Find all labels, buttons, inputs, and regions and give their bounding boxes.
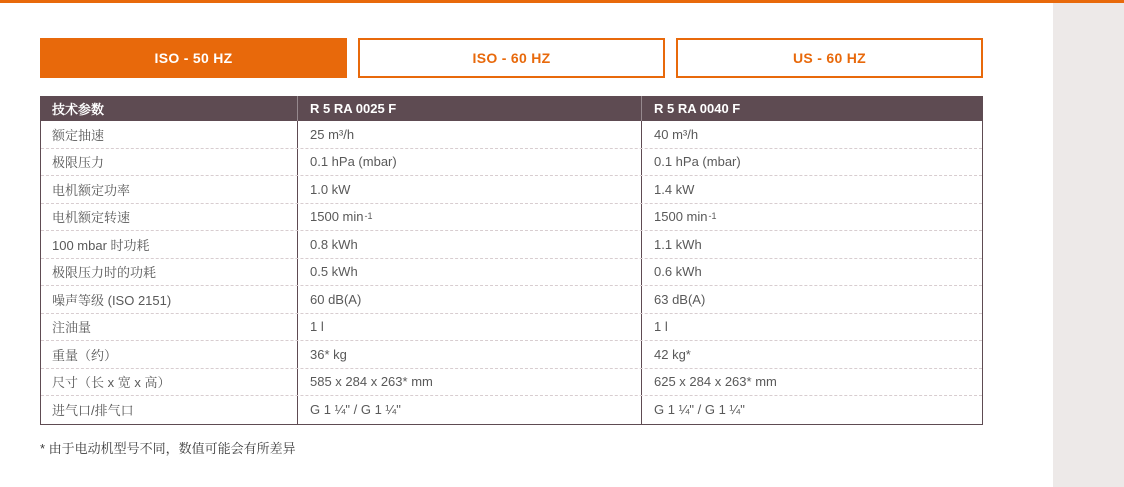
spec-label-cell: 噪声等级 (ISO 2151)	[52, 292, 172, 308]
spec-value-cell	[641, 176, 982, 203]
spec-value-cell	[297, 286, 641, 313]
spec-value-cell	[297, 341, 641, 368]
table-row	[41, 259, 982, 287]
spec-value-cell	[641, 259, 982, 286]
spec-value-text: 0.1 hPa (mbar)	[310, 154, 397, 170]
spec-value-text: 42 kg*	[654, 346, 691, 362]
spec-value-text: 1.1 kWh	[654, 236, 702, 252]
tab-us-60hz[interactable]: US - 60 HZ	[676, 38, 983, 78]
spec-value-cell	[641, 121, 982, 148]
spec-value-text: 1500 min	[310, 209, 364, 225]
table-row	[41, 396, 982, 424]
spec-value-cell: 1500 min $^{-1}$	[641, 204, 982, 231]
spec-value-cell	[297, 369, 641, 396]
spec-value-text: 36* kg	[310, 346, 347, 362]
table-row	[41, 314, 982, 342]
spec-value-text: 0.1 hPa (mbar)	[654, 154, 741, 170]
spec-value-cell	[641, 149, 982, 176]
spec-value-text: 1 l	[654, 319, 668, 335]
tab-iso-50hz[interactable]: ISO - 50 HZ	[40, 38, 347, 78]
spec-value-text: 0.8 kWh	[310, 236, 358, 252]
table-row	[41, 369, 982, 397]
spec-value-cell	[297, 231, 641, 258]
frequency-tab-bar	[40, 38, 983, 78]
spec-value-cell	[297, 259, 641, 286]
table-body	[41, 121, 982, 424]
spec-value-cell	[641, 396, 982, 424]
spec-label-cell: 电机额定转速	[52, 210, 131, 226]
spec-label-cell: 进气口/排气口	[52, 403, 134, 419]
spec-label-cell: 极限压力时的功耗	[52, 265, 157, 281]
spec-value-text: 0.6 kWh	[654, 264, 702, 280]
spec-value-cell	[641, 231, 982, 258]
spec-value-text: 63 dB(A)	[654, 291, 706, 307]
footnote: * 由于电动机型号不同，数值可能会有所差异	[40, 440, 296, 456]
spec-label-cell: 额定抽速	[52, 127, 105, 143]
spec-value-text: 1.4 kW	[654, 181, 695, 197]
spec-value-text: 25 m³/h	[310, 126, 355, 142]
table-row	[41, 121, 982, 149]
spec-value-text: 585 x 284 x 263* mm	[310, 374, 433, 390]
spec-value-text: 1500 min	[654, 209, 708, 225]
table-row	[41, 204, 982, 232]
top-accent-bar	[0, 0, 1124, 3]
table-row	[41, 231, 982, 259]
spec-label-cell: 极限压力	[52, 155, 105, 171]
spec-value-text: 60 dB(A)	[310, 291, 362, 307]
tab-iso-60hz[interactable]: ISO - 60 HZ	[358, 38, 665, 78]
spec-label-cell: 重量（约）	[52, 347, 118, 363]
spec-value-text: 625 x 284 x 263* mm	[654, 374, 777, 390]
spec-value-text: G 1 ¼" / G 1 ¼"	[654, 402, 745, 418]
spec-label-cell: 电机额定功率	[52, 182, 131, 198]
spec-value-text: 0.5 kWh	[310, 264, 358, 280]
spec-table	[40, 96, 983, 425]
spec-value-cell	[297, 121, 641, 148]
table-row	[41, 176, 982, 204]
header-cell-parameters: 技术参数	[52, 102, 105, 117]
spec-value-text: 40 m³/h	[654, 126, 699, 142]
spec-label-cell: 尺寸（长 x 宽 x 高）	[52, 375, 171, 391]
spec-value-text: 1.0 kW	[310, 181, 351, 197]
spec-value-cell	[297, 396, 641, 424]
spec-value-cell	[641, 341, 982, 368]
table-header-row	[41, 96, 982, 121]
right-background-strip	[1053, 0, 1124, 487]
spec-label-cell: 100 mbar 时功耗	[52, 237, 150, 253]
table-row	[41, 149, 982, 177]
content-area	[40, 38, 983, 457]
spec-value-text: G 1 ¼" / G 1 ¼"	[310, 402, 401, 418]
spec-value-cell	[641, 369, 982, 396]
spec-value-text: 1 l	[310, 319, 324, 335]
spec-value-cell	[641, 286, 982, 313]
header-cell-model-0025: R 5 RA 0025 F	[297, 96, 641, 121]
spec-label-cell: 注油量	[52, 320, 92, 336]
header-cell-model-0040: R 5 RA 0040 F	[641, 96, 982, 121]
spec-value-cell	[297, 149, 641, 176]
spec-value-cell	[641, 314, 982, 341]
spec-value-cell	[297, 176, 641, 203]
table-row	[41, 341, 982, 369]
table-row	[41, 286, 982, 314]
spec-value-cell: 1500 min $^{-1}$	[297, 204, 641, 231]
spec-value-cell	[297, 314, 641, 341]
